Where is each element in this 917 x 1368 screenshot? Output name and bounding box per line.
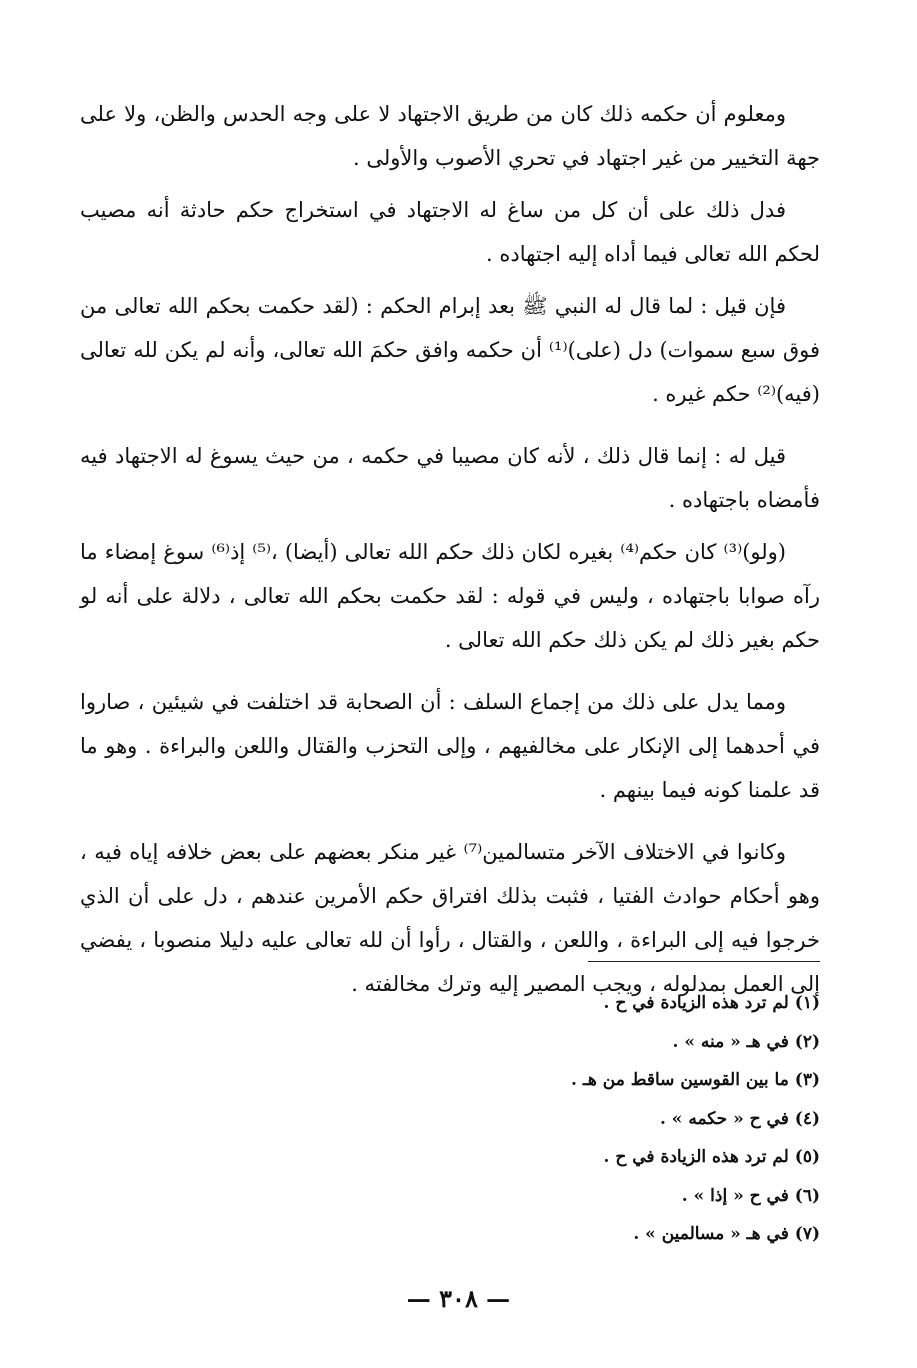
paragraph-4: قيل له : إنما قال ذلك ، لأنه كان مصيبا في حكمه ، من حيث يسوغ له الاجتهاد فيه فأمضاه باجتهاده . xyxy=(80,444,820,512)
paragraph-3: فإن قيل : لما قال له النبي ﷺ بعد إبرام الحكم : (لقد حكمت بحكم الله تعالى من فوق سبع سموات) دل (على)⁽¹⁾ أن حكمه وافق حكمَ الله تعالى، وأنه لم يكن لله تعالى (فيه)⁽²⁾ حكم غيره . xyxy=(80,294,821,406)
main-text xyxy=(80,92,820,1014)
paragraph-2: فدل ذلك على أن كل من ساغ له الاجتهاد في استخراج حكم حادثة أنه مصيب لحكم الله تعالى فيما أداه إليه اجتهاده . xyxy=(80,198,820,266)
footnote-7: (٧) في هـ « مسالمين » . xyxy=(633,1224,820,1244)
paragraph-7: وكانوا في الاختلاف الآخر متسالمين⁽⁷⁾ غير منكر بعضهم على بعض خلافه إياه فيه ، وهو أحكام حوادث الفتيا ، فثبت بذلك افتراق حكم الأمرين عندهم ، دل على أن الذي خرجوا فيه إلى البراءة ، واللعن ، والقتال ، رأوا أن لله تعالى عليه دليلا منصوبا ، يفضي إلى العمل بمدلوله ، ويجب المصير إليه وترك مخالفته . xyxy=(80,840,820,996)
footnote-2: (٢) في هـ « منه » . xyxy=(672,1031,820,1052)
footnote-5: (٥) لم ترد هذه الزيادة في ح . xyxy=(603,1147,820,1167)
footnote-3: (٣) ما بين القوسين ساقط من هـ . xyxy=(571,1070,820,1090)
paragraph-5: (ولو)⁽³⁾ كان حكم⁽⁴⁾ بغيره لكان ذلك حكم الله تعالى (أيضا) ،⁽⁵⁾ إذ⁽⁶⁾ سوغ إمضاء ما رآه صوابا باجتهاده ، وليس في قوله : لقد حكمت بحكم الله تعالى ، دلالة على أنه لو حكم بغير ذلك لم يكن ذلك حكم الله تعالى . xyxy=(80,540,820,652)
paragraph-1: ومعلوم أن حكمه ذلك كان من طريق الاجتهاد لا على وجه الحدس والظن، ولا على جهة التخيير من غير اجتهاد في تحري الأصوب والأولى . xyxy=(80,102,820,170)
paragraph-6: ومما يدل على ذلك من إجماع السلف : أن الصحابة قد اختلفت في شيئين ، صاروا في أحدهما إلى الإنكار على مخالفيهم ، وإلى التحزب والقتال واللعن والبراءة . وهو ما قد علمنا كونه فيما بينهم . xyxy=(80,690,820,802)
footnotes-list xyxy=(80,984,820,1254)
page-number: — ٣٠٨ — xyxy=(406,1284,511,1313)
footnote-separator xyxy=(588,961,820,962)
footnote-4: (٤) في ح « حكمه » . xyxy=(659,1108,820,1129)
footnote-1: (١) لم ترد هذه الزيادة في ح . xyxy=(603,993,820,1013)
footnote-6: (٦) في ح « إذا » . xyxy=(681,1185,820,1206)
